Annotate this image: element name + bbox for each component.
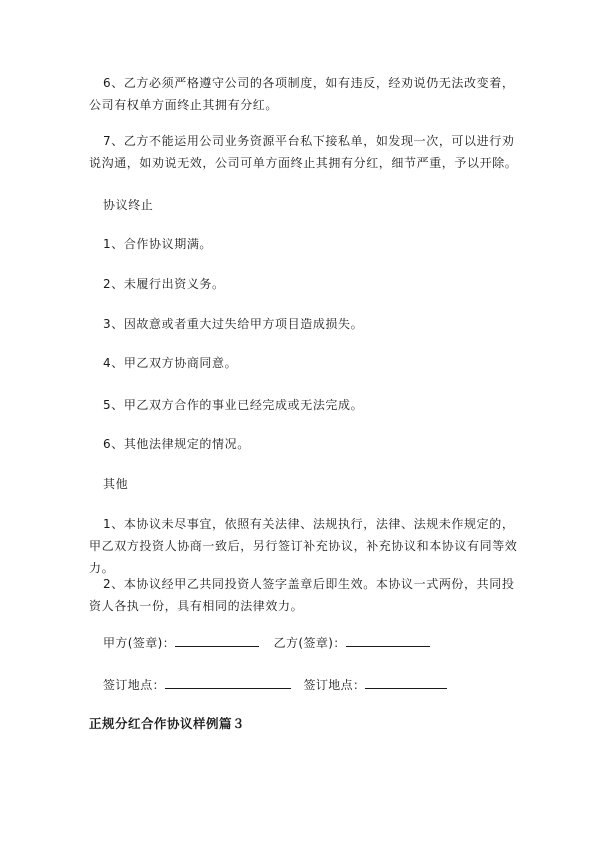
termination-item-2: 2、未履行出资义务。 [103,277,225,291]
other-item-1: 1、本协议未尽事宜，依照有关法律、法规执行，法律、法规未作规定的，甲乙双方投资人协商一致后，另行签订补充协议，补充协议和本协议有同等效力。 [89,517,518,575]
termination-heading: 协议终止 [103,198,154,212]
clause-7: 7、乙方不能运用公司业务资源平台私下接私单，如发现一次，可以进行劝说沟通，如劝说无效，公司可单方面终止其拥有分红，细节严重，予以开除。 [89,134,518,170]
clause-6: 6、乙方必须严格遵守公司的各项制度，如有违反，经劝说仍无法改变着，公司有权单方面终止其拥有分红。 [89,76,515,112]
termination-item-4: 4、甲乙双方协商同意。 [103,356,238,370]
signing-place-blank-2 [365,676,447,689]
signing-place-blank-1 [165,676,291,689]
termination-item-1: 1、合作协议期满。 [103,237,213,251]
termination-item-6: 6、其他法律规定的情况。 [103,437,250,451]
party-a-label: 甲方(签章)： [103,636,176,650]
other-heading: 其他 [103,477,129,491]
signature-row-parties [103,632,430,654]
termination-item-3: 3、因故意或者重大过失给甲方项目造成损失。 [103,317,364,331]
signature-row-place [103,674,447,696]
party-b-signature-blank [346,634,430,647]
party-a-signature-blank [175,634,259,647]
other-item-2: 2、本协议经甲乙共同投资人签字盖章后即生效。本协议一式两份，共同投资人各执一份，具有相同的法律效力。 [89,577,515,613]
signing-place-label-1: 签订地点： [103,678,166,692]
termination-item-5: 5、甲乙双方合作的事业已经完成或无法完成。 [103,398,364,412]
party-b-label: 乙方(签章)： [273,636,346,650]
signing-place-label-2: 签订地点： [303,678,366,692]
next-section-title: 正规分红合作协议样例篇３ [89,716,246,731]
